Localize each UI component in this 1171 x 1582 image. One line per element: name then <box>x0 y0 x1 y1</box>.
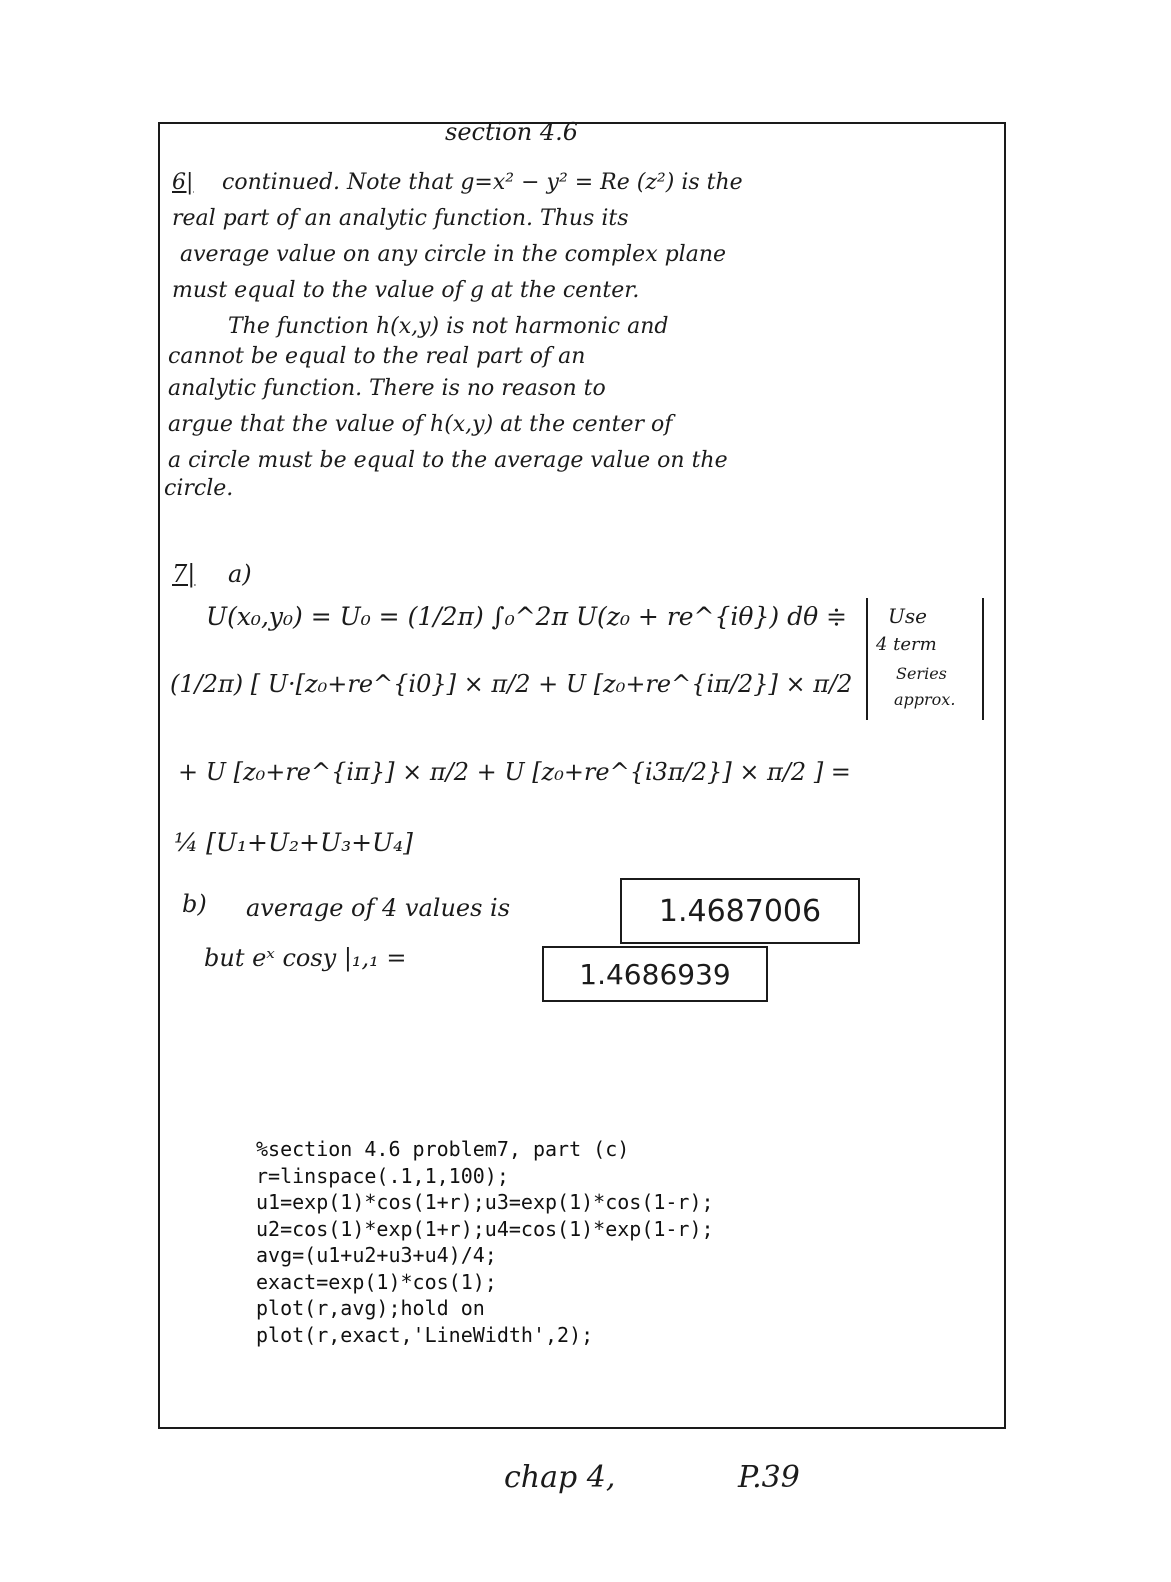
matlab-code-block <box>256 1136 714 1348</box>
problem6-line-2: real part of an analytic function. Thus its <box>172 206 629 231</box>
series-note-line-2: 4 term <box>876 634 937 655</box>
problem6-line-7: analytic function. There is no reason to <box>168 376 606 401</box>
code-line: u2=cos(1)*exp(1+r);u4=cos(1)*exp(1-r); <box>256 1216 714 1241</box>
problem6-line-5: The function h(x,y) is not harmonic and <box>228 314 669 339</box>
problem7-equation-1: U(x₀,y₀) = U₀ = (1/2π) ∫₀^2π U(z₀ + re^{iθ}) dθ ≑ <box>206 602 848 631</box>
problem7-number: 7| <box>172 560 196 588</box>
problem6-line-9: a circle must be equal to the average value on the <box>168 448 728 473</box>
series-note-line-3: Series <box>896 664 947 683</box>
series-note-line-1: Use <box>888 604 927 628</box>
problem7-equation-4: ¼ [U₁+U₂+U₃+U₄] <box>174 828 413 857</box>
problem6-line-8: argue that the value of h(x,y) at the center of <box>168 412 673 437</box>
problem6-line-6: cannot be equal to the real part of an <box>168 344 586 369</box>
exact-value-box <box>542 946 768 1002</box>
problem6-line-1: continued. Note that g=x² − y² = Re (z²) is the <box>222 170 743 195</box>
problem7-equation-2: (1/2π) [ U·[z₀+re^{i0}] × π/2 + U [z₀+re^{iπ/2}] × π/2 <box>170 670 853 698</box>
problem6-number: 6| <box>172 170 194 195</box>
code-line: r=linspace(.1,1,100); <box>256 1163 509 1188</box>
series-note-line-4: approx. <box>894 690 956 709</box>
code-line: %section 4.6 problem7, part (c) <box>256 1137 630 1161</box>
average-value-box <box>620 878 860 944</box>
problem6-line-3: average value on any circle in the complex plane <box>180 242 727 267</box>
footer-chapter: chap 4, <box>504 1460 616 1495</box>
code-line: plot(r,exact,'LineWidth',2); <box>256 1322 594 1347</box>
average-text: average of 4 values is <box>246 894 511 922</box>
exact-value: 1.4686939 <box>579 957 731 991</box>
problem7-part-a-label: a) <box>228 560 252 588</box>
problem7-equation-3: + U [z₀+re^{iπ}] × π/2 + U [z₀+re^{i3π/2}] × π/2 ] = <box>178 758 851 786</box>
code-line: u1=exp(1)*cos(1+r);u3=exp(1)*cos(1-r); <box>256 1190 714 1214</box>
problem6-line-4: must equal to the value of g at the center. <box>172 278 640 303</box>
exact-text: but eˣ cosy |₁,₁ = <box>204 944 407 972</box>
code-line: exact=exp(1)*cos(1); <box>256 1269 497 1294</box>
code-line: avg=(u1+u2+u3+u4)/4; <box>256 1243 497 1267</box>
problem6-line-10: circle. <box>164 476 234 501</box>
footer-page: P.39 <box>738 1460 800 1495</box>
section-header: section 4.6 <box>445 118 578 146</box>
problem7-part-b-label: b) <box>182 890 207 918</box>
code-line: plot(r,avg);hold on <box>256 1296 485 1320</box>
average-value: 1.4687006 <box>658 893 822 929</box>
